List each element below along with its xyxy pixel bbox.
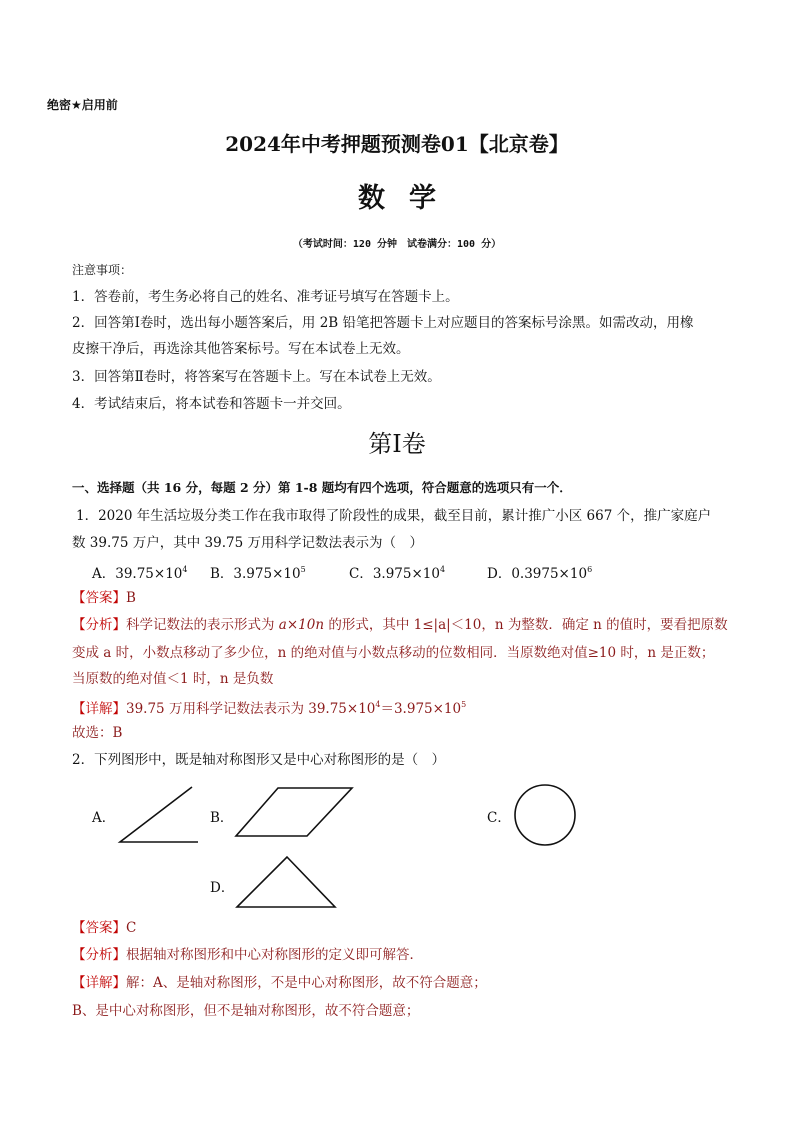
answer-value: C <box>126 920 137 936</box>
figure-d-triangle <box>232 853 340 911</box>
detail-text: ＝3.975×10 <box>380 701 462 717</box>
detail-text: 解：A、是轴对称图形，不是中心对称图形，故不符合题意； <box>126 975 487 991</box>
option-exponent: 5 <box>300 565 306 574</box>
q2-label-a: A． <box>92 810 116 826</box>
q1-conclusion: 故选：B <box>72 725 123 741</box>
subject-title: 数学 <box>358 183 460 214</box>
q2-stem: 2．下列图形中，既是轴对称图形又是中心对称图形的是（ ） <box>72 752 446 768</box>
option-exponent: 4 <box>439 565 446 574</box>
note-item: 2．回答第Ⅰ卷时，选出每小题答案后，用 2B 铅笔把答题卡上对应题目的答案标号涂黑。如需改动，用橡 <box>72 315 694 331</box>
q1-answer <box>72 585 136 611</box>
option-exponent: 4 <box>182 565 188 574</box>
option-label: C．3.975×10 <box>349 566 440 582</box>
q1-analysis-line2: 变成 a 时，小数点移动了多少位，n 的绝对值与小数点移动的位数相同．当原数绝对值≥10 时，n 是正数； <box>72 645 715 661</box>
q1-detail <box>72 692 466 722</box>
analysis-text: 的形式，其中 1≤|a|＜10，n 为整数．确定 n 的值时，要看把原数 <box>324 617 728 633</box>
notes-heading: 注意事项： <box>72 263 133 277</box>
confidential-mark: 绝密★启用前 <box>47 98 118 112</box>
q2-detail-line1 <box>72 970 487 996</box>
q2-label-b: B． <box>210 810 234 826</box>
note-item: 皮擦干净后，再选涂其他答案标号。写在本试卷上无效。 <box>72 341 410 357</box>
q2-analysis <box>72 942 423 968</box>
option-label: B．3.975×10 <box>210 566 301 582</box>
option-exponent: 6 <box>587 565 593 574</box>
answer-label: 【答案】 <box>72 920 126 936</box>
roll-title: 第Ⅰ卷 <box>368 430 426 458</box>
figure-a-angle <box>115 785 205 845</box>
detail-exponent: 4 <box>375 700 381 709</box>
q2-answer <box>72 915 136 941</box>
note-item: 1．答卷前，考生务必将自己的姓名、准考证号填写在答题卡上。 <box>72 289 459 305</box>
q1-analysis-line3: 当原数的绝对值＜1 时，n 是负数 <box>72 671 274 687</box>
q1-analysis-line1 <box>72 612 728 638</box>
analysis-label: 【分析】 <box>72 947 126 963</box>
detail-exponent: 5 <box>461 700 467 709</box>
answer-label: 【答案】 <box>72 590 126 606</box>
note-item: 4．考试结束后，将本试卷和答题卡一并交回。 <box>72 396 351 412</box>
q1-option-c <box>349 562 445 582</box>
q1-stem-line1: 1．2020 年生活垃圾分类工作在我市取得了阶段性的成果，截至目前，累计推广小区 667 个，推广家庭户 <box>76 508 712 524</box>
figure-c-circle <box>510 781 580 851</box>
figure-b-parallelogram <box>232 785 357 840</box>
analysis-label: 【分析】 <box>72 617 126 633</box>
exam-title: 2024年中考押题预测卷01【北京卷】 <box>225 132 569 156</box>
section-heading: 一、选择题（共 16 分，每题 2 分）第 1-8 题均有四个选项，符合题意的选项只有一个． <box>72 480 572 495</box>
detail-label: 【详解】 <box>72 975 126 991</box>
q2-detail-line2: B、是中心对称图形，但不是轴对称图形，故不符合题意； <box>72 1003 420 1019</box>
detail-label: 【详解】 <box>72 701 126 717</box>
detail-text: 39.75 万用科学记数法表示为 39.75×10 <box>126 701 376 717</box>
q2-label-d: D． <box>210 880 235 896</box>
q1-option-d <box>487 562 592 582</box>
q1-stem-line2: 数 39.75 万户，其中 39.75 万用科学记数法表示为（ ） <box>72 535 423 551</box>
option-label: A．39.75×10 <box>92 566 183 582</box>
exam-info: （考试时间：120 分钟 试卷满分：100 分） <box>292 239 502 250</box>
q1-option-a <box>92 562 187 582</box>
option-label: D．0.3975×10 <box>487 566 588 582</box>
analysis-text: 根据轴对称图形和中心对称图形的定义即可解答． <box>126 947 423 963</box>
analysis-text: 科学记数法的表示形式为 <box>126 617 279 633</box>
analysis-formula: a×10n <box>278 617 325 633</box>
answer-value: B <box>126 590 136 606</box>
q1-option-b <box>210 562 306 582</box>
q2-label-c: C． <box>487 810 511 826</box>
note-item: 3．回答第Ⅱ卷时，将答案写在答题卡上。写在本试卷上无效。 <box>72 369 441 385</box>
